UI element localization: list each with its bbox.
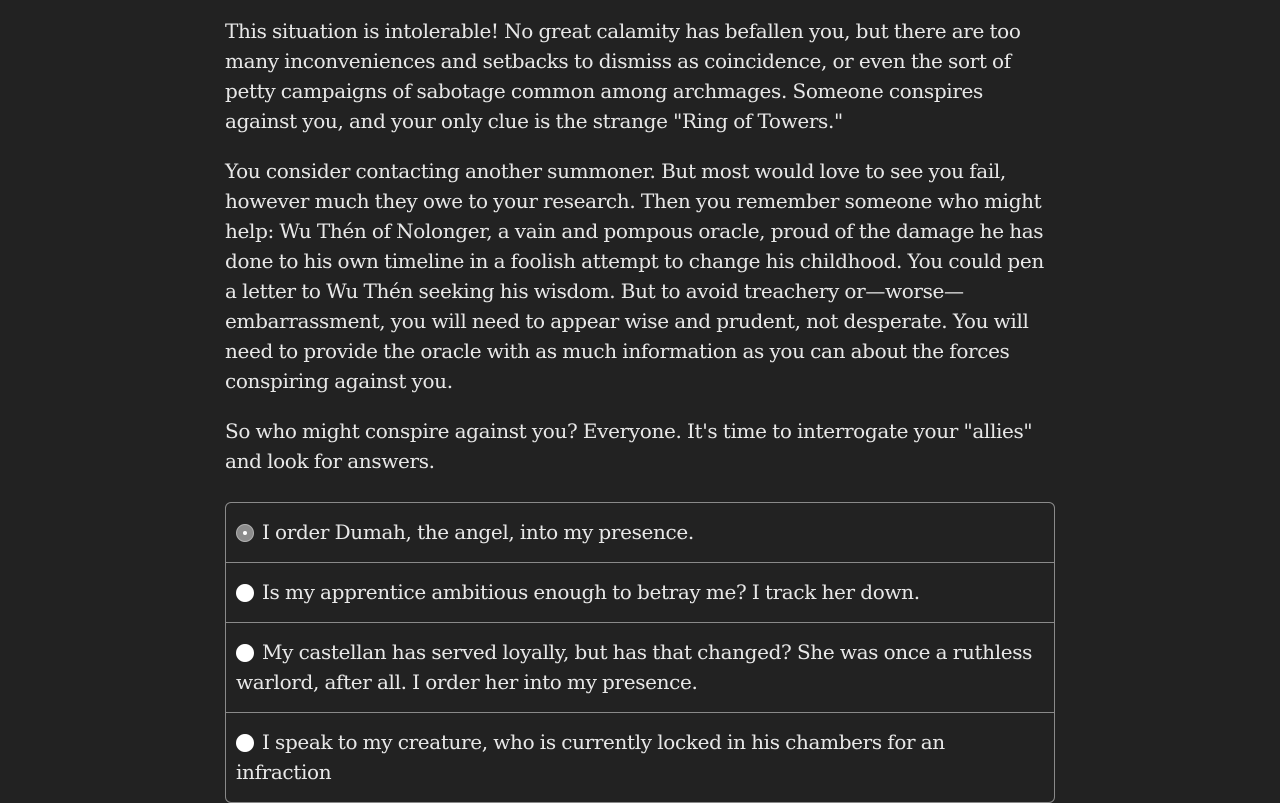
story-paragraph-1: This situation is intolerable! No great calamity has befallen you, but there are too many inconveniences and setbacks to dismiss as coincidence, or even the sort of petty campaigns of sabotage common among archmages. Someone conspires against you, and your only clue is the strange "Ring of Towers.": [225, 19, 1021, 133]
choice-list: [225, 502, 1055, 803]
choice-label: My castellan has served loyally, but has that changed? She was once a ruthless warlord, after all. I order her into my presence.: [236, 640, 1033, 694]
story-paragraph-3: So who might conspire against you? Everyone. It's time to interrogate your "allies" and look for answers.: [225, 419, 1033, 473]
radio-icon[interactable]: [236, 644, 254, 662]
choice-option-apprentice[interactable]: [226, 562, 1054, 622]
radio-icon[interactable]: [236, 734, 254, 752]
radio-icon[interactable]: [236, 584, 254, 602]
choice-label: I speak to my creature, who is currently locked in his chambers for an infraction: [236, 730, 945, 784]
choice-option-castellan[interactable]: [226, 622, 1054, 712]
story-content: [225, 16, 1055, 803]
story-paragraph-2: You consider contacting another summoner. But most would love to see you fail, however much they owe to your research. Then you remember someone who might help: Wu Thén of Nolonger, a vain and pompous oracle, proud of the damage he has done to his own timeline in a foolish attempt to change his childhood. You could pen a letter to Wu Thén seeking his wisdom. But to avoid treachery or—worse—embarrassment, you will need to appear wise and prudent, not desperate. You will need to provide the oracle with as much information as you can about the forces conspiring against you.: [225, 159, 1044, 393]
choice-label: I order Dumah, the angel, into my presence.: [262, 520, 694, 544]
choice-label: Is my apprentice ambitious enough to betray me? I track her down.: [262, 580, 920, 604]
radio-selected-icon[interactable]: [236, 524, 254, 542]
choice-option-dumah[interactable]: [226, 503, 1054, 562]
choice-option-creature[interactable]: [226, 712, 1054, 802]
